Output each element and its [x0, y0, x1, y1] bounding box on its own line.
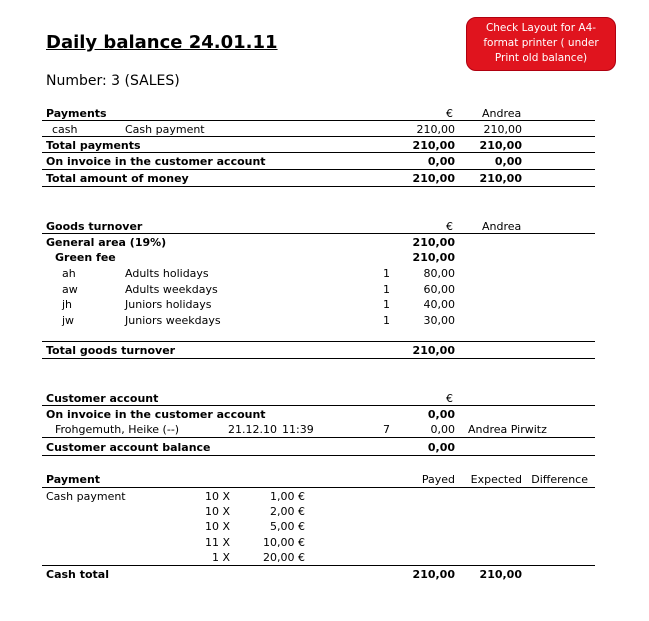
divider [42, 358, 595, 359]
total-payments-amount: 210,00 [412, 139, 455, 152]
total-goods-label: Total goods turnover [46, 344, 176, 357]
difference-header: Difference [531, 473, 588, 486]
currency-header: € [446, 392, 453, 405]
divider [42, 136, 595, 137]
customer-time: 11:39 [282, 423, 314, 436]
currency-header: € [446, 220, 453, 233]
layout-hint-callout [466, 17, 616, 71]
callout-line: Print old balance) [494, 52, 588, 64]
item-amount: 40,00 [423, 298, 455, 311]
payment-method: Cash payment [46, 490, 126, 503]
item-qty: 1 [383, 267, 390, 280]
item-qty: 1 [383, 283, 390, 296]
area-amount: 210,00 [412, 236, 455, 249]
goods-heading: Goods turnover [46, 220, 143, 233]
item-label: Adults weekdays [125, 283, 218, 296]
cash-total-payed: 210,00 [412, 568, 455, 581]
group-label: Green fee [55, 251, 116, 264]
item-amount: 30,00 [423, 314, 455, 327]
balance-number: Number: 3 (SALES) [46, 73, 180, 89]
item-qty: 1 [383, 298, 390, 311]
item-code: ah [62, 267, 76, 280]
divider [42, 405, 595, 406]
customer-amount: 0,00 [430, 423, 455, 436]
customer-balance-amount: 0,00 [427, 441, 455, 454]
customer-user: Andrea Pirwitz [468, 423, 547, 436]
payed-header: Payed [421, 473, 455, 486]
coin-value: 1,00 € [270, 490, 305, 503]
payment-label: Cash payment [125, 123, 205, 136]
area-label: General area (19%) [46, 236, 167, 249]
callout-line: Check Layout for A4- [485, 22, 597, 34]
item-amount: 60,00 [423, 283, 455, 296]
invoice-amount: 0,00 [427, 155, 455, 168]
coin-count: 10 X [204, 520, 230, 533]
page-title: Daily balance 24.01.11 [46, 32, 278, 53]
coin-value: 5,00 € [270, 520, 305, 533]
total-money-amount: 210,00 [412, 172, 455, 185]
divider [42, 341, 595, 342]
payment-amount: 210,00 [416, 123, 455, 136]
coin-count: 10 X [204, 505, 230, 518]
item-qty: 1 [383, 314, 390, 327]
coin-count: 1 X [211, 551, 230, 564]
customer-heading: Customer account [46, 392, 159, 405]
payment-heading: Payment [46, 473, 101, 486]
cash-total-expected: 210,00 [479, 568, 522, 581]
payments-heading: Payments [46, 107, 107, 120]
invoice-label: On invoice in the customer account [46, 155, 266, 168]
item-code: aw [62, 283, 78, 296]
divider [42, 233, 595, 234]
user-header: Andrea [482, 107, 522, 120]
item-label: Juniors holidays [125, 298, 212, 311]
customer-invoice-label: On invoice in the customer account [46, 408, 266, 421]
customer-date: 21.12.10 [228, 423, 277, 436]
payment-user-amount: 210,00 [483, 123, 522, 136]
item-label: Adults holidays [125, 267, 209, 280]
divider [42, 565, 595, 566]
coin-count: 10 X [204, 490, 230, 503]
callout-line: format printer ( under [483, 37, 599, 49]
total-goods-amount: 210,00 [412, 344, 455, 357]
divider [42, 186, 595, 187]
cash-total-label: Cash total [46, 568, 109, 581]
total-payments-label: Total payments [46, 139, 141, 152]
invoice-user: 0,00 [494, 155, 522, 168]
user-header: Andrea [482, 220, 522, 233]
divider [42, 455, 595, 456]
total-money-user: 210,00 [479, 172, 522, 185]
coin-value: 10,00 € [263, 536, 305, 549]
customer-qty: 7 [383, 423, 390, 436]
item-code: jw [62, 314, 75, 327]
group-amount: 210,00 [412, 251, 455, 264]
expected-header: Expected [470, 473, 522, 486]
divider [42, 120, 595, 121]
total-money-label: Total amount of money [46, 172, 189, 185]
divider [42, 487, 595, 488]
coin-value: 20,00 € [263, 551, 305, 564]
customer-invoice-amount: 0,00 [427, 408, 455, 421]
coin-count: 11 X [204, 536, 230, 549]
divider [42, 152, 595, 153]
item-code: jh [62, 298, 73, 311]
payment-code: cash [52, 123, 78, 136]
item-amount: 80,00 [423, 267, 455, 280]
customer-name: Frohgemuth, Heike (--) [55, 423, 180, 436]
currency-header: € [446, 107, 453, 120]
customer-balance-label: Customer account balance [46, 441, 211, 454]
item-label: Juniors weekdays [125, 314, 221, 327]
divider [42, 169, 595, 170]
total-payments-user: 210,00 [479, 139, 522, 152]
divider [42, 437, 595, 438]
coin-value: 2,00 € [270, 505, 305, 518]
